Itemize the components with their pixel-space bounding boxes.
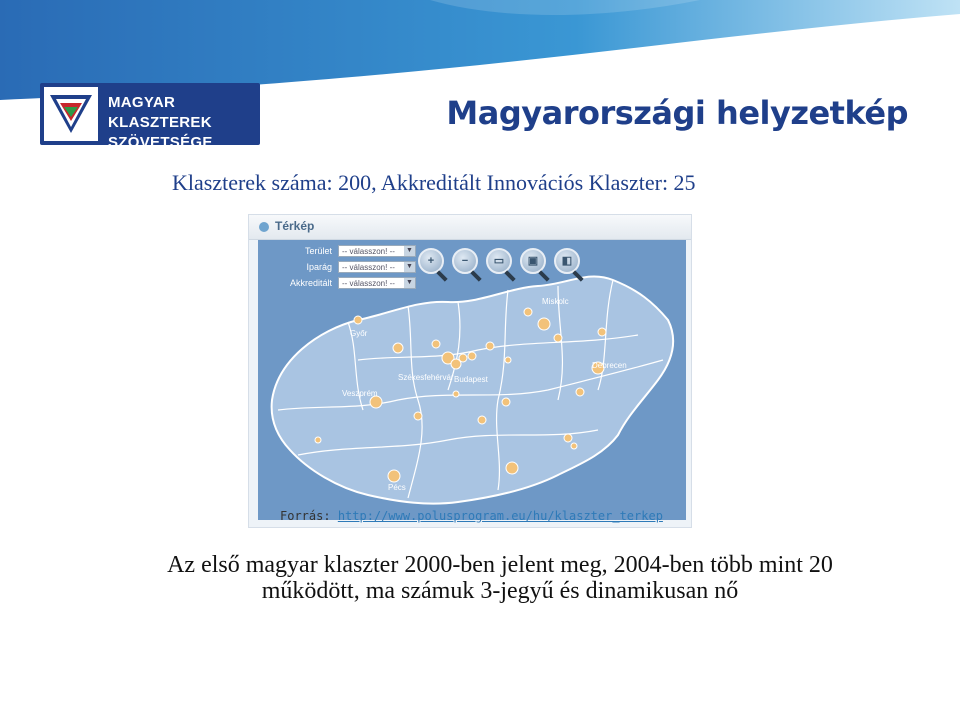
slide-subtitle: Klaszterek száma: 200, Akkreditált Innovációs Klaszter: 25 [172,170,696,195]
logo-line-1: MAGYAR KLASZTEREK [108,94,212,131]
city-label-pecs: Pécs [388,483,406,492]
marker[interactable] [354,316,362,324]
map-header-dot-icon [259,222,269,232]
map-panel-title: Térkép [275,219,315,233]
map-area[interactable] [258,240,686,520]
cluster-map-panel [248,214,692,528]
filter-value: -- válasszon! -- [342,279,395,288]
marker[interactable] [564,434,572,442]
marker[interactable] [478,416,486,424]
marker[interactable] [571,443,577,449]
marker[interactable] [598,328,606,336]
city-label-miskolc: Miskolc [542,297,569,306]
marker[interactable] [505,357,511,363]
source-label: Forrás: [280,509,331,523]
filter-label-akkreditalt: Akkreditált [289,278,332,288]
filter-label-terulet: Terület [304,246,332,256]
marker[interactable] [315,437,321,443]
logo-line-2: SZÖVETSÉGE [108,134,213,151]
zoom-fit-button[interactable]: ▭ [486,248,512,274]
chevron-down-icon[interactable]: ▼ [404,262,415,272]
map-source [280,509,663,523]
marker[interactable] [393,343,403,353]
logo-mark-icon [44,87,98,141]
marker[interactable] [388,470,400,482]
source-link[interactable]: http://www.polusprogram.eu/hu/klaszter_terkep [337,509,663,523]
city-label-szekesfehervar: Székesfehérvár [398,373,454,382]
filter-value: -- válasszon! -- [342,263,395,272]
marker[interactable] [468,352,476,360]
marker[interactable] [524,308,532,316]
city-label-budapest: Budapest [454,375,488,384]
zoom-in-button[interactable]: + [418,248,444,274]
body-text-line-1: Az első magyar klaszter 2000-ben jelent meg, 2004-ben több mint 20 [167,552,833,578]
filter-label-iparag: Iparág [306,262,332,272]
marker[interactable] [486,342,494,350]
marker[interactable] [414,412,422,420]
marker[interactable] [506,462,518,474]
marker[interactable] [538,318,550,330]
marker[interactable] [554,334,562,342]
city-label-gyor: Győr [350,329,368,338]
marker[interactable] [576,388,584,396]
page-title: Magyarországi helyzetkép [446,94,908,132]
hungary-outline [272,276,674,503]
zoom-out-button[interactable]: − [452,248,478,274]
filter-select-akkreditalt[interactable] [338,277,416,289]
logo-text [108,93,260,153]
chevron-down-icon[interactable]: ▼ [404,278,415,288]
chevron-down-icon[interactable]: ▼ [404,246,415,256]
zoom-region-button[interactable]: ▣ [520,248,546,274]
marker[interactable] [432,340,440,348]
marker[interactable] [459,354,467,362]
marker[interactable] [453,391,459,397]
body-text-line-2: működött, ma számuk 3-jegyű és dinamikusan nő [261,578,739,604]
map-panel-header [249,215,691,240]
city-label-debrecen: Debrecen [592,361,627,370]
marker[interactable] [502,398,510,406]
city-label-veszprem: Veszprém [342,389,378,398]
filter-select-iparag[interactable] [338,261,416,273]
zoom-reset-button[interactable]: ◧ [554,248,580,274]
filter-select-terulet[interactable] [338,245,416,257]
logo [40,83,260,151]
filter-value: -- válasszon! -- [342,247,395,256]
